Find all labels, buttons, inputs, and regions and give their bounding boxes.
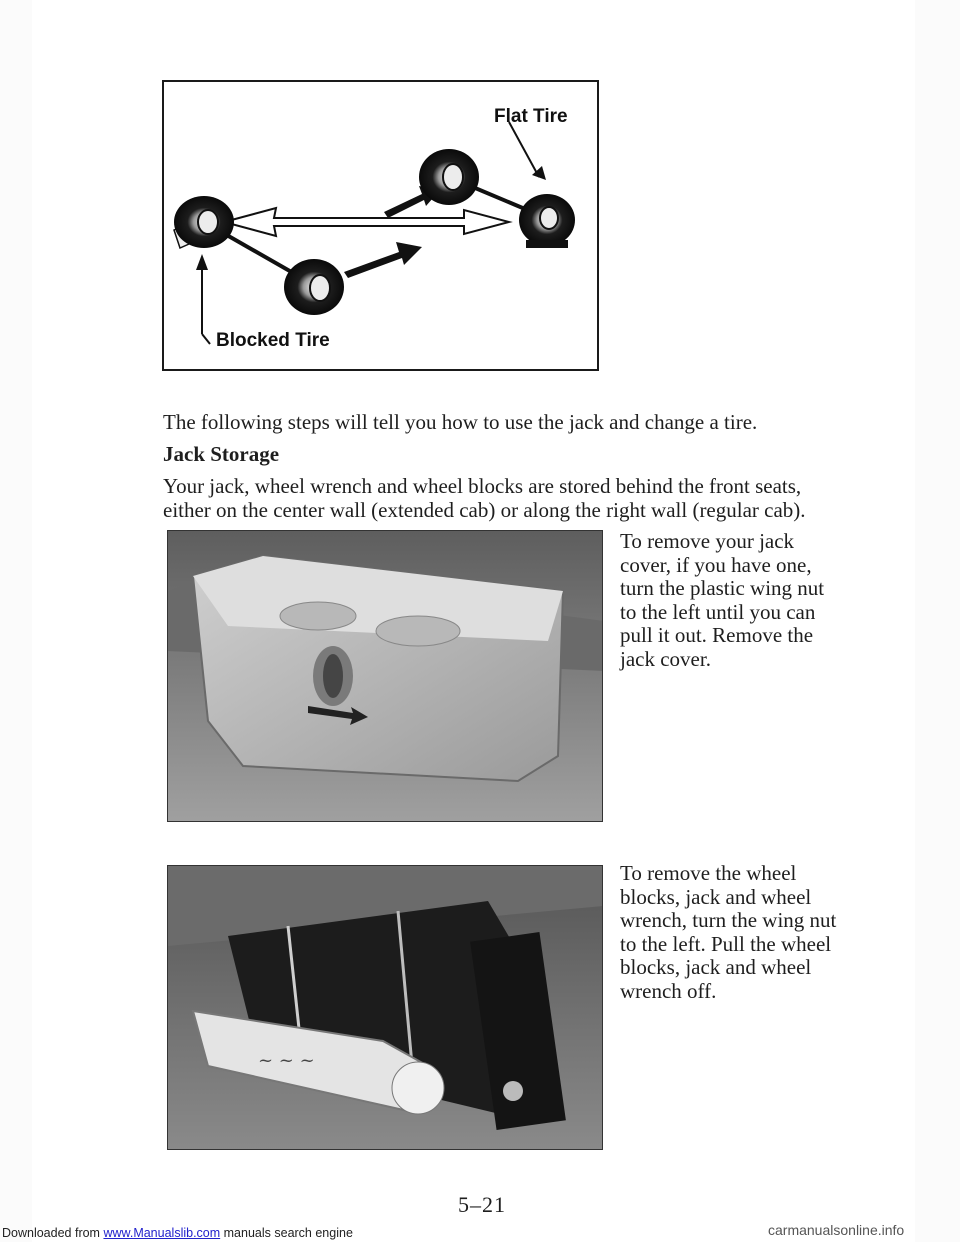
page-number: 5–21 xyxy=(458,1192,506,1217)
jack-and-blocks-photo xyxy=(167,865,603,1150)
tire-right-rear-icon xyxy=(419,149,479,205)
blocked-tire-label: Blocked Tire xyxy=(216,330,330,351)
svg-text:~ ~ ~: ~ ~ ~ xyxy=(258,1050,315,1071)
download-footer xyxy=(2,1226,353,1240)
manualslib-link[interactable]: www.Manualslib.com xyxy=(103,1226,221,1240)
watermark: carmanualsonline.info xyxy=(768,1222,905,1238)
flat-tire-label: Flat Tire xyxy=(494,106,568,127)
caption-jack-removal: To remove the wheel blocks, jack and wheel wrench, turn the wing nut to the left. Pull the wheel blocks, jack and wheel wrench off. xyxy=(620,861,837,1003)
tire-left-rear-icon xyxy=(174,196,234,248)
intro-paragraph: The following steps will tell you how to use the jack and change a tire. xyxy=(163,410,758,434)
caption-jack-cover: To remove your jack cover, if you have one, turn the plastic wing nut to the left until you can pull it out. Remove the jack cover. xyxy=(620,529,825,671)
tire-right-front-flat-icon xyxy=(519,194,575,248)
jack-cover-photo xyxy=(167,530,603,822)
tire-left-front-icon xyxy=(284,259,344,315)
footer-prefix: Downloaded from xyxy=(2,1226,104,1240)
tire-diagram xyxy=(162,80,599,371)
section-heading: Jack Storage xyxy=(163,442,280,466)
footer-suffix: manuals search engine xyxy=(220,1226,353,1240)
section-paragraph: Your jack, wheel wrench and wheel blocks are stored behind the front seats, either on the center wall (extended cab) or along the right wall (regular cab). xyxy=(163,474,806,522)
